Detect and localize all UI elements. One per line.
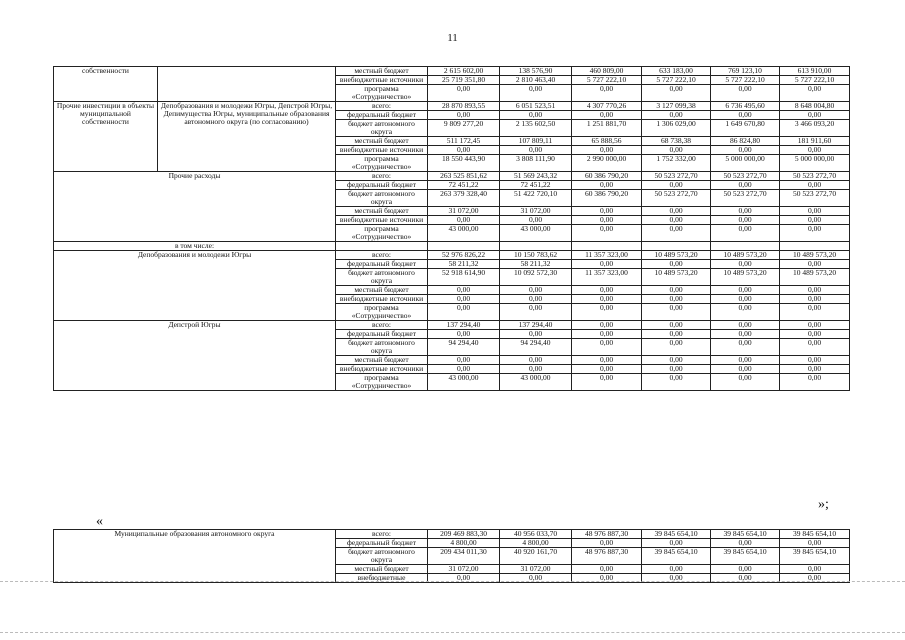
source-label: всего:	[336, 251, 428, 260]
value-cell: 10 489 573,20	[780, 269, 850, 286]
value-cell: 0,00	[780, 260, 850, 269]
value-cell: 58 211,32	[500, 260, 572, 269]
page-number: 11	[447, 32, 458, 44]
value-cell: 0,00	[642, 286, 711, 295]
value-cell: 0,00	[572, 304, 642, 321]
value-cell: 0,00	[572, 365, 642, 374]
direction-cell: собственности	[54, 67, 158, 102]
value-cell: 0,00	[780, 85, 850, 102]
value-cell: 5 727 222,10	[711, 76, 780, 85]
empty-cell	[711, 242, 780, 251]
value-cell: 48 976 887,30	[572, 548, 642, 565]
value-cell: 0,00	[642, 374, 711, 391]
value-cell: 0,00	[572, 295, 642, 304]
value-cell: 0,00	[711, 216, 780, 225]
value-cell: 0,00	[500, 356, 572, 365]
empty-cell	[336, 242, 428, 251]
funding-table	[53, 66, 850, 391]
value-cell: 0,00	[711, 304, 780, 321]
value-cell: 9 809 277,20	[428, 120, 500, 137]
value-cell: 50 523 272,70	[780, 190, 850, 207]
value-cell: 0,00	[642, 146, 711, 155]
value-cell: 0,00	[642, 356, 711, 365]
value-cell: 0,00	[711, 356, 780, 365]
value-cell: 40 956 033,70	[500, 530, 572, 539]
value-cell: 0,00	[642, 181, 711, 190]
value-cell: 0,00	[572, 111, 642, 120]
table-row	[54, 67, 850, 76]
value-cell: 0,00	[780, 321, 850, 330]
value-cell: 0,00	[711, 146, 780, 155]
value-cell: 0,00	[572, 321, 642, 330]
value-cell: 0,00	[642, 565, 711, 574]
value-cell: 0,00	[428, 286, 500, 295]
value-cell: 0,00	[711, 225, 780, 242]
value-cell: 0,00	[711, 321, 780, 330]
value-cell: 0,00	[780, 374, 850, 391]
value-cell: 10 489 573,20	[642, 269, 711, 286]
value-cell: 0,00	[642, 295, 711, 304]
value-cell: 0,00	[572, 85, 642, 102]
source-label: всего:	[336, 321, 428, 330]
empty-cell	[780, 242, 850, 251]
value-cell: 209 434 011,30	[428, 548, 500, 565]
opening-quote: «	[96, 514, 103, 529]
value-cell: 39 845 654,10	[780, 548, 850, 565]
source-label: программа «Сотрудничество»	[336, 85, 428, 102]
source-label: бюджет автономного округа	[336, 190, 428, 207]
value-cell: 2 810 463,40	[500, 76, 572, 85]
source-label: программа «Сотрудничество»	[336, 225, 428, 242]
value-cell: 1 649 670,80	[711, 120, 780, 137]
source-label: местный бюджет	[336, 356, 428, 365]
value-cell: 58 211,32	[428, 260, 500, 269]
value-cell: 60 386 790,20	[572, 190, 642, 207]
value-cell: 48 976 887,30	[572, 530, 642, 539]
value-cell: 2 135 602,50	[500, 120, 572, 137]
source-label: местный бюджет	[336, 137, 428, 146]
value-cell: 0,00	[711, 574, 780, 583]
value-cell: 460 809,00	[572, 67, 642, 76]
value-cell: 0,00	[428, 356, 500, 365]
value-cell: 0,00	[711, 330, 780, 339]
value-cell: 0,00	[780, 146, 850, 155]
value-cell: 0,00	[642, 225, 711, 242]
value-cell: 5 000 000,00	[780, 155, 850, 172]
source-label: бюджет автономного округа	[336, 269, 428, 286]
value-cell: 6 736 495,60	[711, 102, 780, 111]
value-cell: 633 183,00	[642, 67, 711, 76]
table-row	[54, 172, 850, 181]
value-cell: 263 379 328,40	[428, 190, 500, 207]
value-cell: 52 976 826,22	[428, 251, 500, 260]
source-label: федеральный бюджет	[336, 260, 428, 269]
value-cell: 0,00	[572, 330, 642, 339]
value-cell: 0,00	[572, 574, 642, 583]
table-row	[54, 102, 850, 111]
value-cell: 28 870 893,55	[428, 102, 500, 111]
value-cell: 0,00	[642, 111, 711, 120]
value-cell: 52 918 614,90	[428, 269, 500, 286]
value-cell: 60 386 790,20	[572, 172, 642, 181]
value-cell: 137 294,40	[428, 321, 500, 330]
value-cell: 31 072,00	[500, 565, 572, 574]
empty-cell	[642, 242, 711, 251]
value-cell: 0,00	[428, 111, 500, 120]
source-label: внебюджетные источники	[336, 76, 428, 85]
value-cell: 8 648 004,80	[780, 102, 850, 111]
value-cell: 4 307 770,26	[572, 102, 642, 111]
value-cell: 3 466 093,20	[780, 120, 850, 137]
value-cell: 10 092 572,30	[500, 269, 572, 286]
value-cell: 0,00	[711, 111, 780, 120]
value-cell: 0,00	[780, 339, 850, 356]
value-cell: 263 525 851,62	[428, 172, 500, 181]
value-cell: 31 072,00	[500, 207, 572, 216]
value-cell: 0,00	[642, 216, 711, 225]
value-cell: 0,00	[780, 365, 850, 374]
source-label: федеральный бюджет	[336, 111, 428, 120]
value-cell: 1 306 029,00	[642, 120, 711, 137]
value-cell: 0,00	[642, 365, 711, 374]
municipal-title: Муниципальные образования автономного округа	[54, 530, 336, 583]
empty-cell	[428, 242, 500, 251]
source-label: внебюджетные источники	[336, 146, 428, 155]
source-label: федеральный бюджет	[336, 181, 428, 190]
value-cell: 31 072,00	[428, 565, 500, 574]
value-cell: 0,00	[428, 216, 500, 225]
value-cell: 0,00	[500, 330, 572, 339]
value-cell: 51 422 720,10	[500, 190, 572, 207]
value-cell: 10 489 573,20	[711, 251, 780, 260]
value-cell: 0,00	[780, 216, 850, 225]
source-label: бюджет автономного округа	[336, 548, 428, 565]
subgroup-title: Депстрой Югры	[54, 321, 336, 391]
scan-edge-line	[0, 581, 905, 582]
scan-edge-line	[0, 632, 905, 633]
value-cell: 0,00	[642, 339, 711, 356]
value-cell: 511 172,45	[428, 137, 500, 146]
executor-cell: Депобразования и молодежи Югры, Депстрой Югры, Депимущества Югры, муниципальные образования автономного округа (по согласованию)	[158, 102, 336, 172]
value-cell: 72 451,22	[500, 181, 572, 190]
value-cell: 31 072,00	[428, 207, 500, 216]
value-cell: 72 451,22	[428, 181, 500, 190]
value-cell: 68 738,38	[642, 137, 711, 146]
empty-cell	[572, 242, 642, 251]
value-cell: 39 845 654,10	[711, 530, 780, 539]
value-cell: 94 294,40	[500, 339, 572, 356]
value-cell: 0,00	[711, 260, 780, 269]
value-cell: 0,00	[572, 356, 642, 365]
value-cell: 39 845 654,10	[780, 530, 850, 539]
value-cell: 0,00	[428, 330, 500, 339]
value-cell: 0,00	[780, 330, 850, 339]
value-cell: 0,00	[500, 286, 572, 295]
direction-cell: Прочие инвестиции в объекты муниципальной собственности	[54, 102, 158, 172]
source-label: всего:	[336, 102, 428, 111]
value-cell: 0,00	[572, 286, 642, 295]
value-cell: 0,00	[500, 85, 572, 102]
value-cell: 0,00	[780, 574, 850, 583]
value-cell: 0,00	[500, 111, 572, 120]
value-cell: 0,00	[572, 565, 642, 574]
value-cell: 0,00	[642, 330, 711, 339]
value-cell: 769 123,10	[711, 67, 780, 76]
empty-cell	[500, 242, 572, 251]
value-cell: 0,00	[572, 181, 642, 190]
source-label: бюджет автономного округа	[336, 120, 428, 137]
value-cell: 0,00	[711, 374, 780, 391]
value-cell: 0,00	[780, 111, 850, 120]
value-cell: 0,00	[711, 181, 780, 190]
value-cell: 0,00	[572, 225, 642, 242]
value-cell: 0,00	[780, 286, 850, 295]
value-cell: 0,00	[572, 539, 642, 548]
source-label: местный бюджет	[336, 207, 428, 216]
source-label: программа «Сотрудничество»	[336, 304, 428, 321]
source-label: местный бюджет	[336, 67, 428, 76]
value-cell: 0,00	[642, 574, 711, 583]
value-cell: 0,00	[642, 85, 711, 102]
value-cell: 3 127 099,38	[642, 102, 711, 111]
value-cell: 0,00	[500, 365, 572, 374]
value-cell: 0,00	[711, 365, 780, 374]
source-label: местный бюджет	[336, 565, 428, 574]
value-cell: 0,00	[572, 216, 642, 225]
source-label: федеральный бюджет	[336, 330, 428, 339]
value-cell: 4 800,00	[428, 539, 500, 548]
value-cell: 51 569 243,32	[500, 172, 572, 181]
value-cell: 0,00	[642, 304, 711, 321]
value-cell: 0,00	[780, 181, 850, 190]
value-cell: 50 523 272,70	[780, 172, 850, 181]
value-cell: 0,00	[500, 216, 572, 225]
value-cell: 107 809,11	[500, 137, 572, 146]
value-cell: 50 523 272,70	[711, 172, 780, 181]
value-cell: 0,00	[711, 207, 780, 216]
value-cell: 43 000,00	[428, 225, 500, 242]
value-cell: 39 845 654,10	[642, 548, 711, 565]
value-cell: 613 910,00	[780, 67, 850, 76]
value-cell: 43 000,00	[428, 374, 500, 391]
value-cell: 138 576,90	[500, 67, 572, 76]
table-row	[54, 251, 850, 260]
value-cell: 0,00	[500, 295, 572, 304]
value-cell: 4 800,00	[500, 539, 572, 548]
source-label: внебюджетные источники	[336, 216, 428, 225]
value-cell: 0,00	[711, 539, 780, 548]
value-cell: 0,00	[711, 565, 780, 574]
executor-cell	[158, 67, 336, 102]
value-cell: 0,00	[780, 225, 850, 242]
value-cell: 0,00	[572, 146, 642, 155]
value-cell: 5 727 222,10	[780, 76, 850, 85]
value-cell: 0,00	[428, 365, 500, 374]
value-cell: 94 294,40	[428, 339, 500, 356]
value-cell: 0,00	[428, 85, 500, 102]
value-cell: 86 824,80	[711, 137, 780, 146]
value-cell: 39 845 654,10	[642, 530, 711, 539]
value-cell: 25 719 351,80	[428, 76, 500, 85]
value-cell: 0,00	[642, 539, 711, 548]
source-label: бюджет автономного округа	[336, 339, 428, 356]
value-cell: 0,00	[500, 304, 572, 321]
value-cell: 0,00	[711, 286, 780, 295]
value-cell: 0,00	[780, 356, 850, 365]
municipal-table	[53, 529, 850, 583]
value-cell: 11 357 323,00	[572, 269, 642, 286]
source-label: программа «Сотрудничество»	[336, 155, 428, 172]
value-cell: 2 990 000,00	[572, 155, 642, 172]
value-cell: 0,00	[780, 539, 850, 548]
value-cell: 1 251 881,70	[572, 120, 642, 137]
value-cell: 50 523 272,70	[642, 172, 711, 181]
value-cell: 43 000,00	[500, 225, 572, 242]
value-cell: 10 489 573,20	[711, 269, 780, 286]
value-cell: 1 752 332,00	[642, 155, 711, 172]
value-cell: 0,00	[642, 260, 711, 269]
source-label: программа «Сотрудничество»	[336, 374, 428, 391]
value-cell: 5 000 000,00	[711, 155, 780, 172]
value-cell: 2 615 602,00	[428, 67, 500, 76]
value-cell: 0,00	[711, 295, 780, 304]
value-cell: 0,00	[500, 146, 572, 155]
table-row	[54, 242, 850, 251]
source-label: федеральный бюджет	[336, 539, 428, 548]
value-cell: 0,00	[711, 339, 780, 356]
value-cell: 43 000,00	[500, 374, 572, 391]
value-cell: 40 920 161,70	[500, 548, 572, 565]
value-cell: 0,00	[428, 304, 500, 321]
in-that-number-label: в том числе:	[54, 242, 336, 251]
source-label: всего:	[336, 172, 428, 181]
value-cell: 10 489 573,20	[642, 251, 711, 260]
value-cell: 50 523 272,70	[711, 190, 780, 207]
value-cell: 65 888,56	[572, 137, 642, 146]
source-label: всего:	[336, 530, 428, 539]
value-cell: 0,00	[572, 207, 642, 216]
value-cell: 0,00	[780, 304, 850, 321]
value-cell: 137 294,40	[500, 321, 572, 330]
source-label: внебюджетные источники	[336, 365, 428, 374]
value-cell: 0,00	[780, 295, 850, 304]
value-cell: 0,00	[642, 321, 711, 330]
value-cell: 0,00	[572, 260, 642, 269]
source-label: местный бюджет	[336, 286, 428, 295]
source-label: внебюджетные источники	[336, 295, 428, 304]
value-cell: 0,00	[642, 207, 711, 216]
group-title: Прочие расходы	[54, 172, 336, 242]
value-cell: 181 911,60	[780, 137, 850, 146]
value-cell: 18 550 443,90	[428, 155, 500, 172]
value-cell: 10 150 783,62	[500, 251, 572, 260]
subgroup-title: Депобразования и молодежи Югры	[54, 251, 336, 321]
value-cell: 11 357 323,00	[572, 251, 642, 260]
value-cell: 0,00	[572, 374, 642, 391]
value-cell: 5 727 222,10	[572, 76, 642, 85]
value-cell: 0,00	[780, 565, 850, 574]
value-cell: 0,00	[428, 295, 500, 304]
source-label: внебюджетные	[336, 574, 428, 583]
value-cell: 50 523 272,70	[642, 190, 711, 207]
closing-quote: »;	[818, 497, 829, 512]
value-cell: 0,00	[428, 146, 500, 155]
value-cell: 209 469 883,30	[428, 530, 500, 539]
value-cell: 0,00	[572, 339, 642, 356]
value-cell: 0,00	[780, 207, 850, 216]
value-cell: 39 845 654,10	[711, 548, 780, 565]
value-cell: 0,00	[711, 85, 780, 102]
value-cell: 0,00	[500, 574, 572, 583]
value-cell: 6 051 523,51	[500, 102, 572, 111]
value-cell: 10 489 573,20	[780, 251, 850, 260]
value-cell: 0,00	[428, 574, 500, 583]
value-cell: 5 727 222,10	[642, 76, 711, 85]
value-cell: 3 808 111,90	[500, 155, 572, 172]
table-row	[54, 321, 850, 330]
table-row	[54, 530, 850, 539]
